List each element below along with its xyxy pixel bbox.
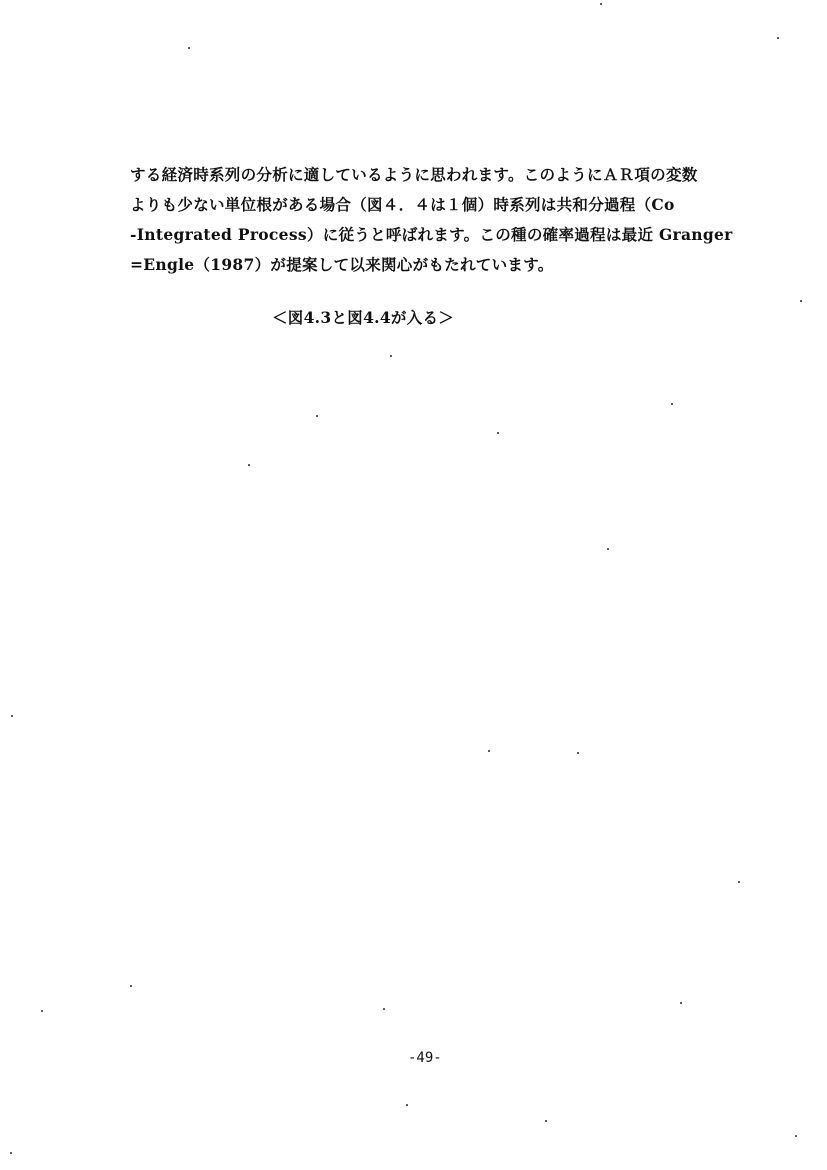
paragraph-line-3: -Integrated Process）に従うと呼ばれます。この種の確率過程は最近 Granger — [130, 225, 733, 244]
scan-speck — [11, 715, 13, 717]
scan-speck — [248, 464, 250, 466]
scan-speck — [800, 300, 802, 302]
scan-speck — [41, 1010, 43, 1012]
scan-speck — [406, 1104, 408, 1106]
scan-speck — [545, 1120, 547, 1122]
scan-speck — [130, 985, 132, 987]
scan-speck — [600, 3, 602, 5]
scan-speck — [497, 432, 499, 434]
figure-placeholder-note: ＜図4.3と図4.4が入る＞ — [272, 308, 455, 327]
scan-speck — [795, 1135, 797, 1137]
paragraph-line-4: =Engle（1987）が提案して以来関心がもたれています。 — [130, 255, 554, 274]
scan-speck — [383, 1008, 385, 1010]
page-number: -49- — [408, 1050, 442, 1066]
scan-speck — [488, 750, 490, 752]
body-paragraph — [130, 160, 733, 280]
paragraph-line-2: よりも少ない単位根がある場合（図４．４は１個）時系列は共和分過程（Co — [130, 195, 675, 214]
scan-speck — [10, 1152, 12, 1154]
scan-speck — [671, 403, 673, 405]
scan-speck — [577, 752, 579, 754]
scan-speck — [777, 37, 779, 39]
scan-speck — [738, 881, 740, 883]
scan-speck — [680, 1002, 682, 1004]
scan-speck — [390, 355, 392, 357]
scan-speck — [316, 415, 318, 417]
paragraph-line-1: する経済時系列の分析に適しているように思われます。このようにＡＲ項の変数 — [130, 165, 698, 184]
scan-speck — [188, 47, 190, 49]
scan-speck — [607, 548, 609, 550]
